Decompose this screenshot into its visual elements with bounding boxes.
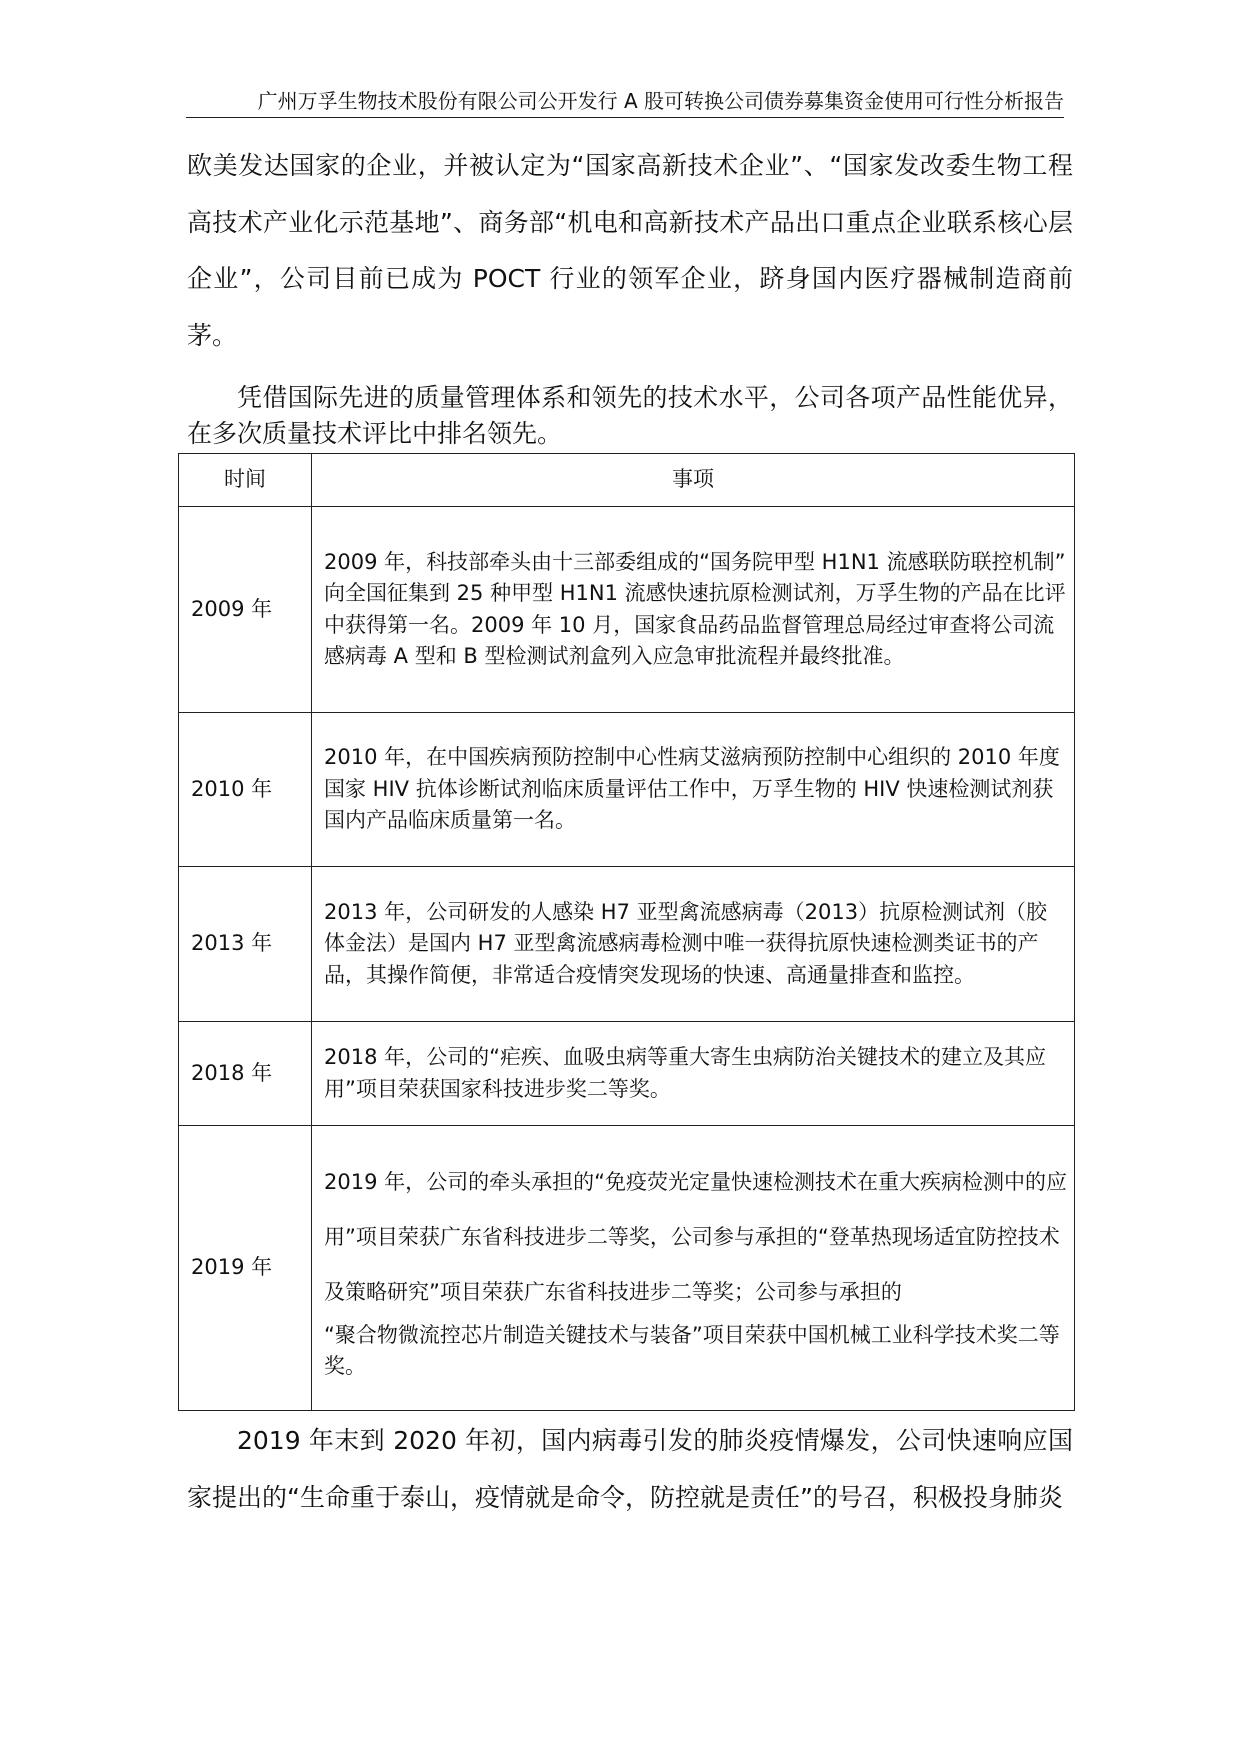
table-header-row (179, 454, 1075, 507)
page-header: 广州万孚生物技术股份有限公司公开发行 A 股可转换公司债券募集资金使用可行性分析报告 (186, 88, 1064, 118)
awards-table (178, 453, 1075, 1411)
table-row (179, 713, 1075, 867)
table-row (179, 867, 1075, 1022)
event-cell: 2010 年，在中国疾病预防控制中心性病艾滋病预防控制中心组织的 2010 年度国家 HIV 抗体诊断试剂临床质量评估工作中，万孚生物的 HIV 快速检测试剂获国内产品临床质量第一名。 (312, 713, 1075, 867)
column-header-event: 事项 (312, 454, 1075, 507)
event-cell: 2018 年，公司的“疟疾、血吸虫病等重大寄生虫病防治关键技术的建立及其应用”项目荣获国家科技进步奖二等奖。 (312, 1022, 1075, 1126)
year-cell: 2018 年 (179, 1022, 312, 1126)
body-paragraph: 欧美发达国家的企业，并被认定为“国家高新技术企业”、“国家发改委生物工程高技术产业化示范基地”、商务部“机电和高新技术产品出口重点企业联系核心层企业”，公司目前已成为 POCT 行业的领军企业，跻身国内医疗器械制造商前茅。 (187, 151, 1073, 350)
event-cell: 2009 年，科技部牵头由十三部委组成的“国务院甲型 H1N1 流感联防联控机制” 向全国征集到 25 种甲型 H1N1 流感快速抗原检测试剂，万孚生物的产品在比评中获得第一名。2009 年 10 月，国家食品药品监督管理总局经过审查将公司流感病毒 A 型和 B 型检测试剂盒列入应急审批流程并最终批准。 (312, 507, 1075, 713)
year-cell: 2010 年 (179, 713, 312, 867)
body-paragraph: 凭借国际先进的质量管理体系和领先的技术水平，公司各项产品性能优异，在多次质量技术评比中排名领先。 (187, 383, 1073, 448)
body-paragraph: 2019 年末到 2020 年初，国内病毒引发的肺炎疫情爆发，公司快速响应国家提出的“生命重于泰山，疫情就是命令，防控就是责任”的号召，积极投身肺炎 (187, 1426, 1073, 1512)
column-header-time: 时间 (179, 454, 312, 507)
year-cell: 2009 年 (179, 507, 312, 713)
event-cell (312, 1126, 1075, 1411)
year-cell: 2013 年 (179, 867, 312, 1022)
table-row (179, 1022, 1075, 1126)
event-cell: 2013 年，公司研发的人感染 H7 亚型禽流感病毒（2013）抗原检测试剂（胶体金法）是国内 H7 亚型禽流感病毒检测中唯一获得抗原快速检测类证书的产品，其操作简便，非常适合疫情突发现场的快速、高通量排查和监控。 (312, 867, 1075, 1022)
table-row (179, 507, 1075, 713)
event-text-continued: “聚合物微流控芯片制造关键技术与装备”项目荣获中国机械工业科学技术奖二等奖。 (324, 1322, 1060, 1378)
year-cell: 2019 年 (179, 1126, 312, 1411)
event-text: 2019 年，公司的牵头承担的“免疫荧光定量快速检测技术在重大疾病检测中的应用”项目荣获广东省科技进步二等奖，公司参与承担的“登革热现场适宜防控技术及策略研究”项目荣获广东省科技进步二等奖；公司参与承担的 (324, 1169, 1067, 1304)
table-row (179, 1126, 1075, 1411)
